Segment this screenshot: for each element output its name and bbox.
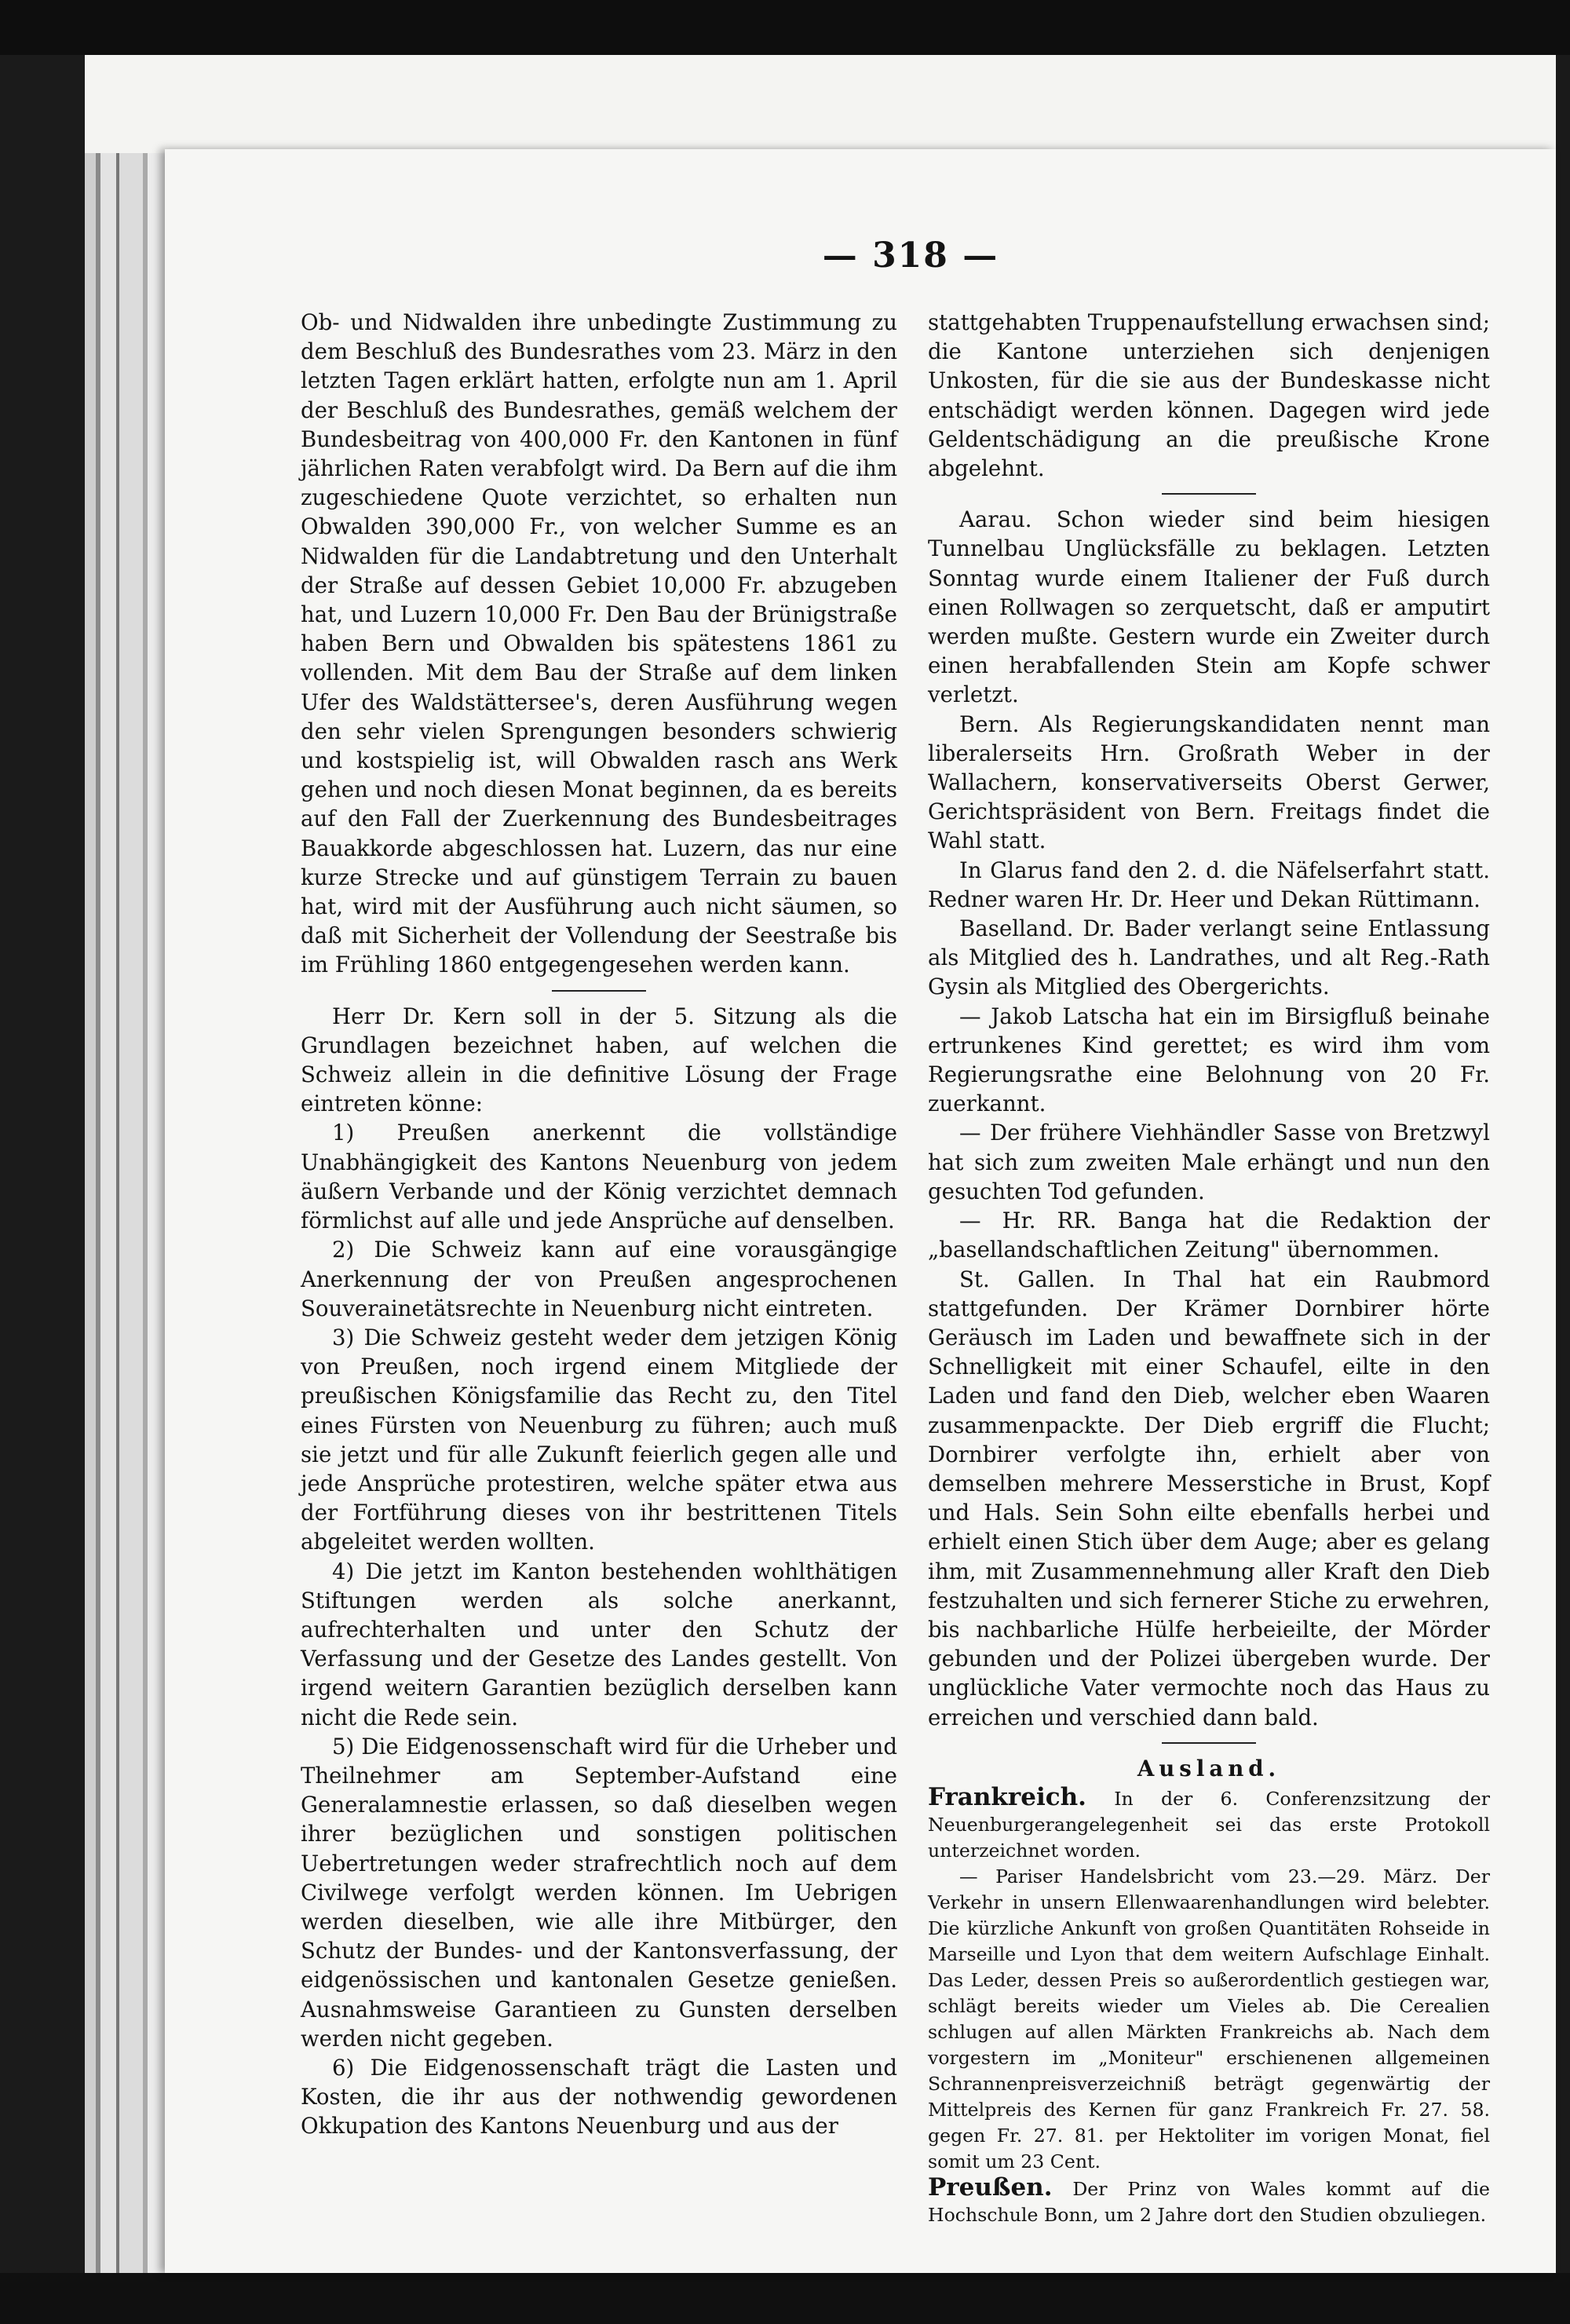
- news-item-glarus: In Glarus fand den 2. d. die Näfelserfahrt statt. Redner waren Hr. Dr. Heer und Dekan Rüttimann.: [928, 857, 1490, 912]
- news-item-baselland: Baselland. Dr. Bader verlangt seine Entlassung als Mitglied des h. Landrathes, und alt Reg.-Rath Gysin als Mitglied des Obergerichts.: [928, 915, 1490, 1000]
- list-item: 5) Die Eidgenossenschaft wird für die Urheber und Theilnehmer am September-Aufstand eine Generalamnestie erlassen, so daß dieselben wegen ihrer bezüglichen und sonstigen politischen Uebertretungen weder strafrechtlich noch auf dem Civilwege verfolgt werden können. Im Uebrigen werden dieselben, wie alle ihre Mitbürger, den Schutz der Bundes- und der Kantonsverfassung, der eidgenössischen und kantonalen Gesetze genießen. Ausnahmsweise Garantieen zu Gunsten derselben werden nicht gegeben.: [301, 1733, 897, 2052]
- scan-border-right: [1556, 55, 1570, 2273]
- right-column: [928, 308, 1490, 2228]
- scan-border-left: [0, 55, 85, 2273]
- list-item: 1) Preußen anerkennt die vollständige Unabhängigkeit des Kantons Neuenburg von jedem äußern Verbande und der König verzichtet demnach förmlichst auf alle und jede Ansprüche auf denselben.: [301, 1120, 897, 1234]
- article-paragraph: Herr Dr. Kern soll in der 5. Sitzung als die Grundlagen bezeichnet haben, auf welchen die Schweiz allein in die definitive Lösung der Frage eintreten könne:: [301, 1003, 897, 1117]
- separator-rule: [552, 990, 646, 992]
- news-text: Der Prinz von Wales kommt auf die Hochschule Bonn, um 2 Jahre dort den Studien obzuliegen.: [928, 2177, 1491, 2226]
- news-text: In der 6. Conferenzsitzung der Neuenburgerangelegenheit sei das erste Protokoll unterzeichnet worden.: [928, 1787, 1490, 1862]
- list-item: 4) Die jetzt im Kanton bestehenden wohlthätigen Stiftungen werden als solche anerkannt, aufrechterhalten und unter den Schutz der Verfassung und der Gesetze des Landes gestellt. Von irgend weitern Garantien bezüglich derselben kann nicht die Rede sein.: [301, 1558, 897, 1730]
- news-item-baselland: — Der frühere Viehhändler Sasse von Bretzwyl hat sich zum zweiten Male erhängt und nun den gesuchten Tod gefunden.: [928, 1120, 1490, 1204]
- news-item-paris-trade: — Pariser Handelsbricht vom 23.—29. März. Der Verkehr in unsern Ellenwaarenhandlungen wird belebter. Die kürzliche Ankunft von großen Quantitäten Rohseide in Marseille und Lyon that dem weitern Aufschlage Einhalt. Das Leder, dessen Preis so außerordentlich gestiegen war, schlägt bereits wieder um Vieles ab. Die Cerealien schlugen auf allen Märkten Frankreichs ab. Nach dem vorgestern im „Moniteur" erschienenen allgemeinen Schrannenpreisverzeichniß beträgt gegenwärtig der Mittelpreis des Kernen für ganz Frankreich Fr. 27. 58. gegen Fr. 27. 81. per Hektoliter im vorigen Monat, fiel somit um 23 Cent.: [928, 1865, 1490, 2172]
- article-paragraph: stattgehabten Truppenaufstellung erwachsen sind; die Kantone unterziehen sich denjenigen Unkosten, für die sie aus der Bundeskasse nicht entschädigt werden können. Dagegen wird jede Geldentschädigung an die preußische Krone abgelehnt.: [928, 309, 1490, 482]
- country-label: Frankreich.: [928, 1782, 1086, 1811]
- news-item-aarau: Aarau. Schon wieder sind beim hiesigen Tunnelbau Unglücksfälle zu beklagen. Letzten Sonntag wurde einem Italiener der Fuß durch einen Rollwagen so zerquetscht, daß er amputirt werden mußte. Gestern wurde ein Zweiter durch einen herabfallenden Stein am Kopfe schwer verletzt.: [928, 506, 1490, 708]
- separator-rule: [1162, 493, 1256, 495]
- news-item-baselland: — Jakob Latscha hat ein im Birsigfluß beinahe ertrunkenes Kind gerettet; es wird ihm vom Regierungsrathe eine Belohnung von 20 Fr. zuerkannt.: [928, 1003, 1490, 1117]
- news-item-frankreich: [928, 1782, 1490, 1864]
- page-number: — 318 —: [822, 236, 999, 276]
- list-item: 6) Die Eidgenossenschaft trägt die Lasten und Kosten, die ihr aus der nothwendig gewordenen Okkupation des Kantons Neuenburg und aus der: [301, 2054, 897, 2139]
- scan-border-top: [0, 0, 1570, 55]
- news-item-st-gallen: St. Gallen. In Thal hat ein Raubmord stattgefunden. Der Krämer Dornbirer hörte Geräusch im Laden und bewaffnete sich in der Schnelligkeit mit einer Schaufel, eilte in den Laden und fand den Dieb, welcher eben Waaren zusammenpackte. Der Dieb ergriff die Flucht; Dornbirer verfolgte ihn, erhielt aber von demselben mehrere Messerstiche in Brust, Kopf und Hals. Sein Sohn eilte ebenfalls herbei und erhielt einen Stich über dem Auge; aber es gelang ihm, mit Zusammennehmung aller Kraft den Dieb festzuhalten und sich fernerer Stiche zu erwehren, bis nachbarliche Hülfe herbeieilte, der Mörder gebunden und der Polizei übergeben wurde. Der unglückliche Vater vermochte noch das Haus zu erreichen und verschied dann bald.: [928, 1266, 1490, 1730]
- scan-border-bottom: [0, 2273, 1570, 2324]
- list-item: 2) Die Schweiz kann auf eine vorausgängige Anerkennung der von Preußen angesprochenen Souverainetätsrechte in Neuenburg nicht eintreten.: [301, 1237, 897, 1321]
- news-item-preussen: [928, 2172, 1491, 2228]
- separator-rule: [1162, 1742, 1256, 1744]
- list-item: 3) Die Schweiz gesteht weder dem jetzigen König von Preußen, noch irgend einem Mitgliede der preußischen Königsfamilie das Recht zu, den Titel eines Fürsten von Neuenburg zu führen; auch muß sie jetzt und für alle Zukunft feierlich gegen alle und jede Ansprüche protestiren, welche später etwa aus der Fortführung dieses von ihr bestrittenen Titels abgeleitet werden wollten.: [301, 1324, 897, 1555]
- left-column: [301, 308, 897, 2141]
- country-label: Preußen.: [928, 2172, 1053, 2202]
- section-heading: Ausland.: [1137, 1755, 1281, 1781]
- article-paragraph: Ob- und Nidwalden ihre unbedingte Zustimmung zu dem Beschluß des Bundesrathes vom 23. März in den letzten Tagen erklärt hatten, erfolgte nun am 1. April der Beschluß des Bundesrathes, gemäß welchem der Bundesbeitrag von 400,000 Fr. den Kantonen in fünf jährlichen Raten verabfolgt wird. Da Bern auf die ihm zugeschiedene Quote verzichtet, so erhalten nun Obwalden 390,000 Fr., von welcher Summe es an Nidwalden für die Landabtretung und den Unterhalt der Straße auf dessen Gebiet 10,000 Fr. abzugeben hat, und Luzern 10,000 Fr. Den Bau der Brünigstraße haben Bern und Obwalden bis spätestens 1861 zu vollenden. Mit dem Bau der Straße auf dem linken Ufer des Waldstättersee's, deren Ausführung wegen den sehr vielen Sprengungen besonders schwierig und kostspielig ist, will Obwalden rasch ans Werk gehen und noch diesen Monat beginnen, da es bereits auf den Fall der Zuerkennung des Bundesbeitrages Bauakkorde abgeschlossen hat. Luzern, das nur eine kurze Strecke und auf günstigem Terrain zu bauen hat, wird mit der Ausführung auch nicht säumen, so daß mit Sicherheit der Vollendung der Seestraße bis im Frühling 1860 entgegengesehen werden kann.: [301, 309, 897, 978]
- news-item-bern: Bern. Als Regierungskandidaten nennt man liberalerseits Hrn. Großrath Weber in der Wallachern, konservativerseits Oberst Gerwer, Gerichtspräsident von Bern. Freitags findet die Wahl statt.: [928, 711, 1490, 854]
- book-page-edges: [85, 153, 165, 2273]
- news-item-baselland: — Hr. RR. Banga hat die Redaktion der „basellandschaftlichen Zeitung" übernommen.: [928, 1208, 1490, 1263]
